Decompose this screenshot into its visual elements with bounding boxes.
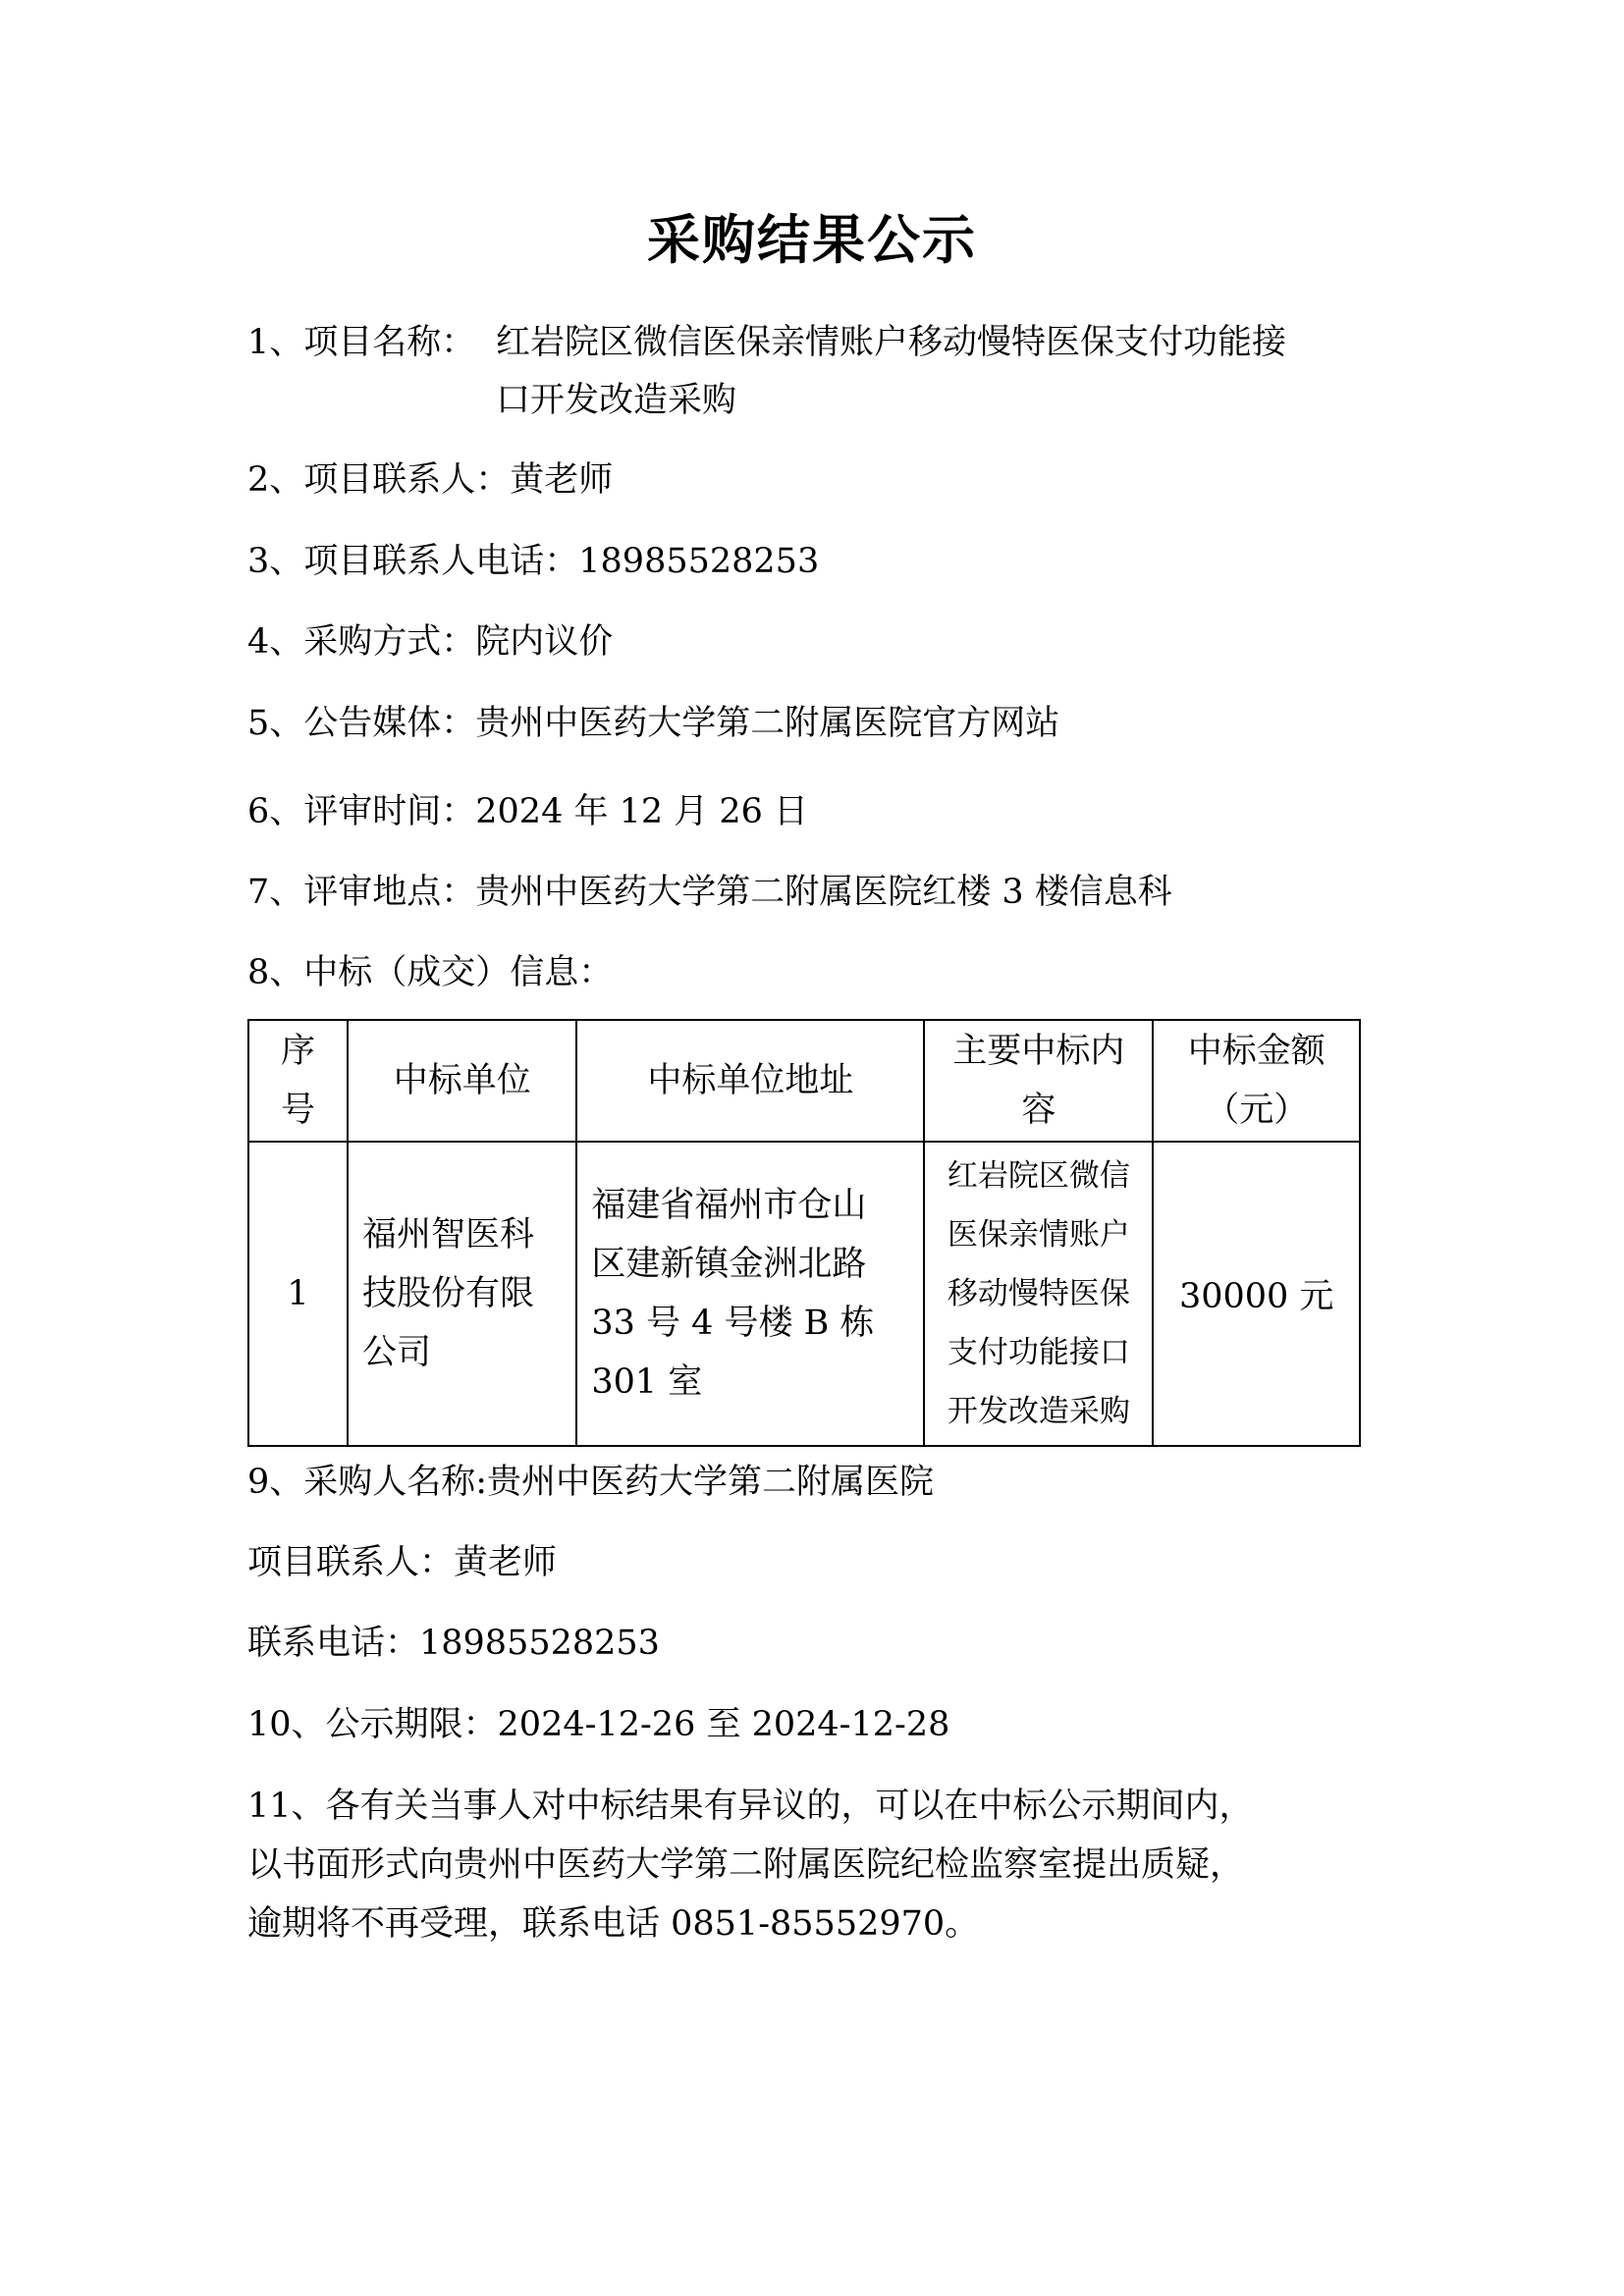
item-review-time: 6、评审时间：2024 年 12 月 26 日 — [247, 792, 809, 831]
cell-content: 红岩院区微信 医保亲情账户 移动慢特医保 支付功能接口 开发改造采购 — [924, 1142, 1153, 1446]
header-amount: 中标金额 （元） — [1153, 1020, 1360, 1142]
table-row — [248, 1142, 1360, 1446]
item-contact-person: 2、项目联系人：黄老师 — [247, 460, 614, 500]
item-procurement-method: 4、采购方式：院内议价 — [247, 622, 614, 662]
item-contact-phone: 3、项目联系人电话：18985528253 — [247, 542, 820, 581]
item-project-name-value-line2: 口开发改造采购 — [496, 381, 737, 420]
header-content: 主要中标内 容 — [924, 1020, 1153, 1142]
item-project-name-label: 1、项目名称： — [247, 323, 476, 362]
item-review-location: 7、评审地点：贵州中医药大学第二附属医院红楼 3 楼信息科 — [247, 873, 1172, 912]
item-project-name-value-line1: 红岩院区微信医保亲情账户移动慢特医保支付功能接 — [496, 323, 1287, 362]
cell-unit: 福州智医科 技股份有限 公司 — [348, 1142, 576, 1446]
item-announcement-media: 5、公告媒体：贵州中医药大学第二附属医院官方网站 — [247, 704, 1060, 743]
page-title: 采购结果公示 — [647, 209, 977, 271]
item-publicity-period: 10、公示期限：2024-12-26 至 2024-12-28 — [247, 1705, 950, 1744]
header-address: 中标单位地址 — [576, 1020, 924, 1142]
purchaser-contact-person: 项目联系人：黄老师 — [247, 1543, 558, 1582]
item-purchaser-name: 9、采购人名称:贵州中医药大学第二附属医院 — [247, 1463, 935, 1502]
award-table — [247, 1019, 1361, 1447]
cell-amount: 30000 元 — [1153, 1142, 1360, 1446]
item-objection-line3: 逾期将不再受理，联系电话 0851-85552970。 — [247, 1904, 980, 1944]
item-objection-line1: 11、各有关当事人对中标结果有异议的，可以在中标公示期间内， — [247, 1787, 1254, 1826]
header-unit: 中标单位 — [348, 1020, 576, 1142]
purchaser-contact-phone: 联系电话：18985528253 — [247, 1624, 660, 1663]
table-header-row — [248, 1020, 1360, 1142]
header-seq: 序 号 — [248, 1020, 348, 1142]
cell-seq: 1 — [248, 1142, 348, 1446]
item-objection-line2: 以书面形式向贵州中医药大学第二附属医院纪检监察室提出质疑， — [247, 1845, 1245, 1885]
item-award-info-heading: 8、中标（成交）信息： — [247, 953, 614, 992]
cell-address: 福建省福州市仓山 区建新镇金洲北路 33 号 4 号楼 B 栋 301 室 — [576, 1142, 924, 1446]
